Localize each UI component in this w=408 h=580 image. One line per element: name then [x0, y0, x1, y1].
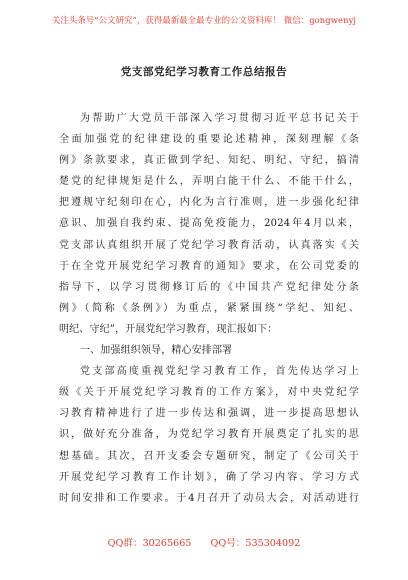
body-line: 党支部认真组织开展了党纪学习教育活动，认真落实《关 — [59, 239, 359, 251]
body-line: 意识、加强自我约束、提高免疫能力，2024年4月以来， — [59, 218, 359, 230]
body-line: 明纪、守纪”，开展党纪学习教育，现汇报如下： — [59, 323, 278, 335]
document-title: 党支部党纪学习教育工作总结报告 — [120, 66, 288, 78]
promo-banner: 关注头条号“公文研究”，获得最新最全最专业的公文资料库！ 微信：gongwenyj — [51, 15, 357, 25]
body-line: 例》（简称《条例》）为重点，紧紧围绕“学纪、知纪、 — [59, 302, 359, 314]
body-line: 开展党纪学习教育工作计划》，确了学习内容、学习方式 — [59, 471, 359, 483]
body-line: 为帮助广大党员干部深入学习贯彻习近平总书记关于 — [80, 113, 359, 124]
body-line: 一、加强组织领导，精心安排部署 — [80, 345, 233, 357]
body-line: 把遵规守纪刻印在心，内化为言行准则，进一步强化纪律 — [59, 197, 359, 209]
footer-contact — [0, 535, 408, 549]
body-line: 指导下，以学习贯彻修订后的《中国共产党纪律处分条 — [59, 281, 359, 293]
body-line: 于在全党开展党纪学习教育的通知》要求，在公司党委的 — [59, 260, 359, 272]
body-line: 识，做好充分准备，为党纪学习教育开展奠定了扎实的思 — [59, 429, 359, 441]
body-line: 党支部高度重视党纪学习教育工作，首先传达学习上 — [80, 366, 359, 378]
body-line: 楚党的纪律规矩是什么，弄明白能干什么、不能干什么， — [59, 176, 359, 188]
qq-group-text: QQ群：30265665 — [107, 538, 192, 549]
body-line: 全面加强党的纪律建设的重要论述精神，深刻理解《条 — [59, 134, 359, 146]
qq-number-text: QQ号：535304092 — [210, 538, 301, 549]
body-line: 想基础。其次，召开支委会专题研究，制定了《公司关于 — [59, 450, 359, 462]
body-line: 时间安排和工作要求。于4月召开了动员大会，对活动进行 — [59, 492, 359, 504]
body-line: 级《关于开展党纪学习教育的工作方案》，对中央党纪学 — [59, 387, 359, 399]
document-body — [59, 108, 359, 509]
body-line: 习教育精神进行了进一步传达和强调，进一步提高思想认 — [59, 408, 359, 420]
body-line: 例》条款要求，真正做到学纪、知纪、明纪、守纪，搞清 — [59, 155, 359, 167]
